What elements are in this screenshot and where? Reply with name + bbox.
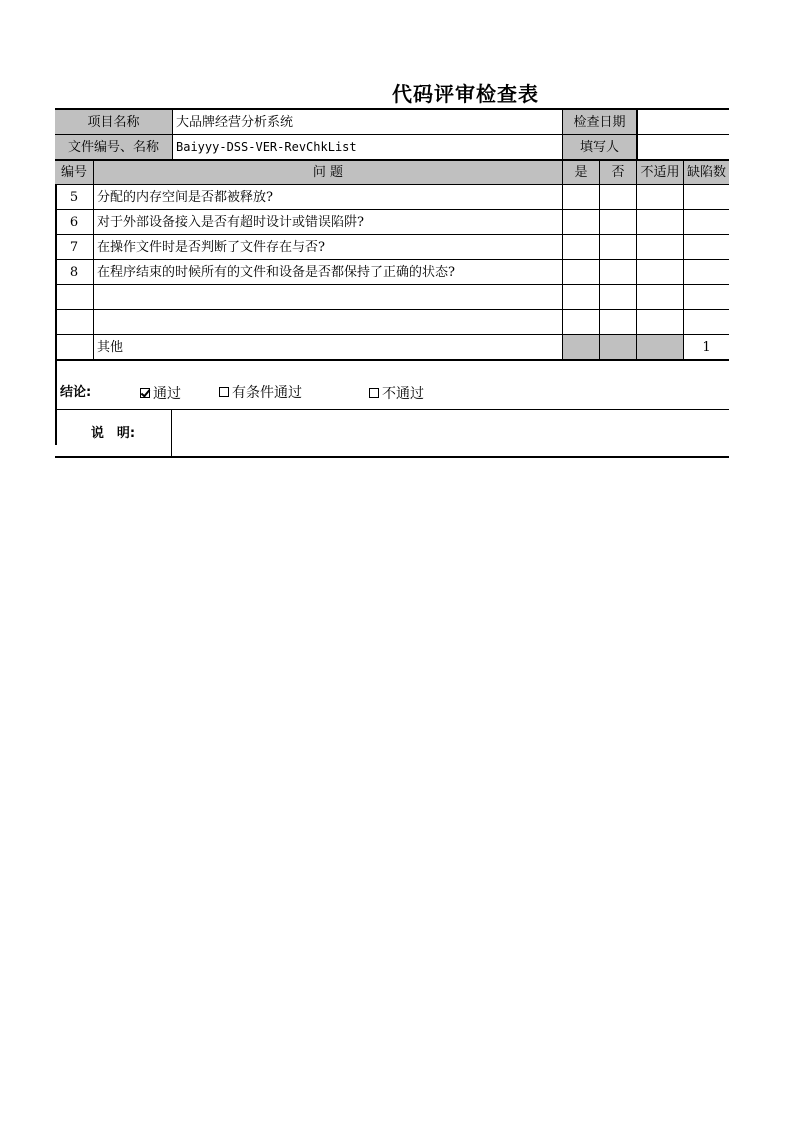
project-row xyxy=(55,108,729,134)
row-na-cell[interactable] xyxy=(636,260,683,284)
notes-label: 说 明: xyxy=(90,425,136,441)
document-value[interactable]: Baiyyy-DSS-VER-RevChkList xyxy=(172,135,562,159)
page-title: 代码评审检查表 xyxy=(392,82,539,106)
option-fail-label: 不通过 xyxy=(382,386,424,402)
sheet-bottom-border xyxy=(55,456,729,458)
row-na-cell[interactable] xyxy=(636,310,683,334)
row-defects-cell[interactable] xyxy=(683,235,729,259)
row-yes-cell[interactable] xyxy=(562,260,599,284)
col-header-question: 问 题 xyxy=(93,161,562,184)
col-header-na: 不适用 xyxy=(636,161,683,184)
other-no-answer-cell xyxy=(599,335,636,359)
row-question: 在程序结束的时候所有的文件和设备是否都保持了正确的状态? xyxy=(93,260,562,284)
row-defects-cell[interactable] xyxy=(683,260,729,284)
checklist-sheet xyxy=(55,108,729,456)
row-defects-cell[interactable] xyxy=(683,185,729,209)
row-yes-cell[interactable] xyxy=(562,235,599,259)
other-na-cell xyxy=(636,335,683,359)
row-defects-cell[interactable] xyxy=(683,310,729,334)
table-row xyxy=(55,284,729,309)
row-na-cell[interactable] xyxy=(636,235,683,259)
row-no-answer-cell[interactable] xyxy=(599,285,636,309)
other-row xyxy=(55,334,729,359)
col-header-yes: 是 xyxy=(562,161,599,184)
row-number: 5 xyxy=(69,189,79,205)
table-row xyxy=(55,234,729,259)
column-header-row xyxy=(55,159,729,184)
row-defects-cell[interactable] xyxy=(683,285,729,309)
conclusion-label: 结论: xyxy=(60,385,92,400)
notes-row xyxy=(55,409,729,456)
option-conditional-pass-label: 有条件通过 xyxy=(232,385,302,401)
checkbox-checked-icon[interactable] xyxy=(140,388,150,398)
row-question xyxy=(93,310,562,334)
other-no-cell xyxy=(55,335,93,359)
row-yes-cell[interactable] xyxy=(562,285,599,309)
row-yes-cell[interactable] xyxy=(562,185,599,209)
document-row xyxy=(55,134,729,159)
date-value[interactable] xyxy=(636,110,729,134)
row-question: 在操作文件时是否判断了文件存在与否? xyxy=(93,235,562,259)
project-value[interactable]: 大品牌经营分析系统 xyxy=(172,110,562,134)
row-number: 8 xyxy=(69,264,79,280)
row-no-answer-cell[interactable] xyxy=(599,235,636,259)
option-pass[interactable] xyxy=(140,383,181,403)
row-question: 对于外部设备接入是否有超时设计或错误陷阱? xyxy=(93,210,562,234)
row-number: 6 xyxy=(69,214,79,230)
col-header-no: 编号 xyxy=(55,161,93,184)
option-conditional-pass[interactable] xyxy=(219,382,302,402)
table-row xyxy=(55,184,729,209)
project-label: 项目名称 xyxy=(55,110,172,134)
col-header-no-answer: 否 xyxy=(599,161,636,184)
table-row xyxy=(55,259,729,284)
row-number: 7 xyxy=(69,239,79,255)
row-yes-cell[interactable] xyxy=(562,210,599,234)
row-defects-cell[interactable] xyxy=(683,210,729,234)
row-question: 分配的内存空间是否都被释放? xyxy=(93,185,562,209)
row-yes-cell[interactable] xyxy=(562,310,599,334)
other-label: 其他 xyxy=(93,335,562,359)
document-label: 文件编号、名称 xyxy=(55,135,172,159)
date-label: 检查日期 xyxy=(562,110,636,134)
row-no-answer-cell[interactable] xyxy=(599,185,636,209)
col-header-defects: 缺陷数 xyxy=(683,161,729,184)
option-fail[interactable] xyxy=(369,383,424,403)
checkbox-empty-icon[interactable] xyxy=(369,388,379,398)
filler-label: 填写人 xyxy=(562,135,636,159)
row-number xyxy=(55,285,93,309)
row-number xyxy=(55,310,93,334)
row-no-answer-cell[interactable] xyxy=(599,310,636,334)
row-no-answer-cell[interactable] xyxy=(599,260,636,284)
row-na-cell[interactable] xyxy=(636,185,683,209)
row-question xyxy=(93,285,562,309)
notes-value[interactable] xyxy=(171,410,729,456)
other-defects-value[interactable]: 1 xyxy=(683,335,729,359)
other-yes-cell xyxy=(562,335,599,359)
table-row xyxy=(55,309,729,334)
row-no-answer-cell[interactable] xyxy=(599,210,636,234)
checkbox-empty-icon[interactable] xyxy=(219,387,229,397)
filler-value[interactable] xyxy=(636,135,729,159)
table-row xyxy=(55,209,729,234)
row-na-cell[interactable] xyxy=(636,210,683,234)
row-na-cell[interactable] xyxy=(636,285,683,309)
conclusion-row xyxy=(55,359,729,409)
option-pass-label: 通过 xyxy=(153,386,181,402)
